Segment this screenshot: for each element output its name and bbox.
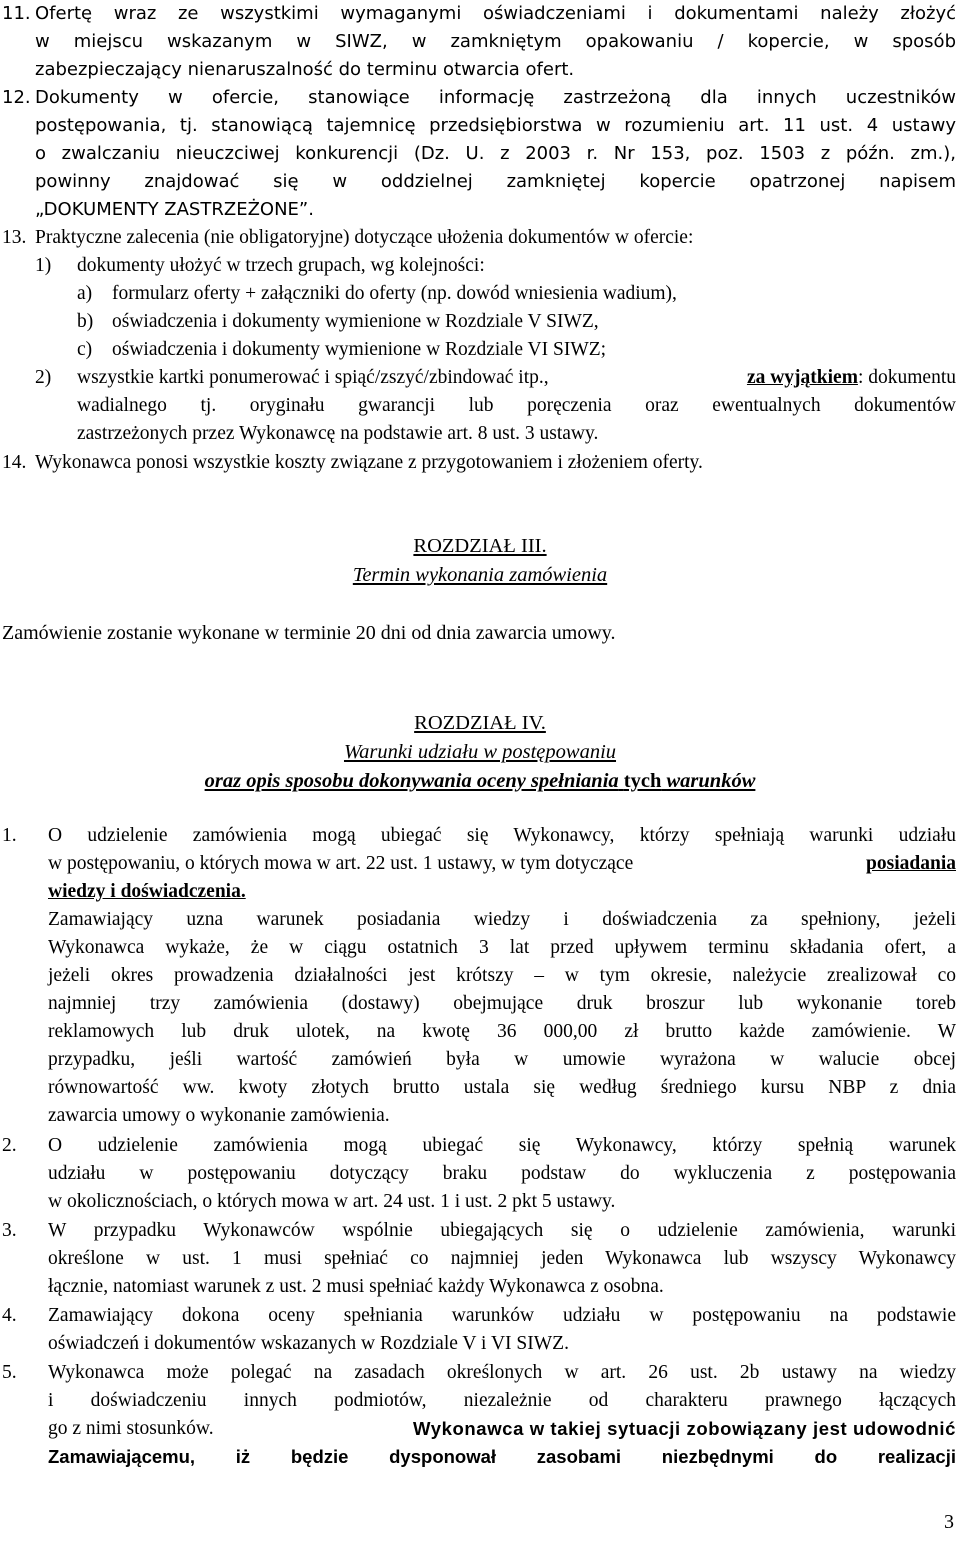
ch4-item-1-body-7: równowartość ww. kwoty złotych brutto ustala się według średniego kursu NBP z dnia xyxy=(48,1077,956,1098)
item-12-line-5: „DOKUMENTY ZASTRZEŻONE”. xyxy=(35,199,314,220)
ch4-item-3-number: 3. xyxy=(2,1220,17,1241)
chapter-3-body: Zamówienie zostanie wykonane w terminie 20 dni od dnia zawarcia umowy. xyxy=(2,622,616,644)
item-11-line-2: w miejscu wskazanym w SIWZ, w zamkniętym opakowaniu / kopercie, w sposób xyxy=(35,31,956,52)
ch4-item-4-line-2: oświadczeń i dokumentów wskazanych w Rozdziale V i VI SIWZ. xyxy=(48,1333,569,1354)
item-12-line-1: 12. Dokumenty w ofercie, stanowiące informację zastrzeżoną dla innych uczestników xyxy=(0,84,960,112)
item-12-line-3: o zwalczaniu nieuczciwej konkurencji (Dz. U. z 2003 r. Nr 153, poz. 1503 z późn. zm.), xyxy=(35,143,956,164)
item-14-number: 14. xyxy=(2,452,27,473)
item-13-line-1: 13. Praktyczne zalecenia (nie obligatoryjne) dotyczące ułożenia dokumentów w ofercie: xyxy=(0,224,960,252)
chapter-3-title: ROZDZIAŁ III. xyxy=(413,535,547,557)
ch4-item-1-body-5: reklamowych lub druk ulotek, na kwotę 36 000,00 zł brutto każde zamówienie. W xyxy=(48,1021,956,1042)
item-11-line-1: 11. Ofertę wraz ze wszystkimi wymaganymi oświadczeniami i dokumentami należy złożyć xyxy=(0,0,960,28)
chapter-4-subtitle-1: Warunki udziału w postępowaniu xyxy=(343,741,617,763)
chapter-4-subtitle-2: oraz opis sposobu dokonywania oceny spełniania tych warunków xyxy=(204,770,756,792)
item-13-sub-2-line-1: 2) wszystkie kartki ponumerować i spiąć/zszyć/zbindować itp., za wyjątkiem: dokumentu xyxy=(35,367,956,388)
ch4-item-3-line-3: łącznie, natomiast warunek z ust. 2 musi spełniać każdy Wykonawca z osobna. xyxy=(48,1276,664,1297)
chapter-4-title: ROZDZIAŁ IV. xyxy=(414,712,546,734)
item-11-line-3: zabezpieczający nienaruszalność do terminu otwarcia ofert. xyxy=(35,59,575,80)
ch4-item-1-line-3: wiedzy i doświadczenia. xyxy=(48,881,246,902)
ch4-item-2-line-1: 2. O udzielenie zamówienia mogą ubiegać się Wykonawcy, którzy spełnią warunek xyxy=(0,1132,960,1160)
item-13-sub-1: 1) dokumenty ułożyć w trzech grupach, wg kolejności: xyxy=(35,255,485,276)
chapter-3-subtitle: Termin wykonania zamówienia xyxy=(352,564,608,586)
item-14: 14. Wykonawca ponosi wszystkie koszty związane z przygotowaniem i złożeniem oferty. xyxy=(0,449,960,477)
ch4-item-1-number: 1. xyxy=(2,825,17,846)
ch4-item-1-body-1: Zamawiający uzna warunek posiadania wiedzy i doświadczenia za spełniony, jeżeli xyxy=(48,909,956,930)
ch4-item-1-line-2: w postępowaniu, o których mowa w art. 22 ust. 1 ustawy, w tym dotyczące posiadania xyxy=(48,853,956,874)
item-13-number: 13. xyxy=(2,227,27,248)
ch4-item-1-body-3: jeżeli okres prowadzenia działalności jest krótszy – w tym okresie, należycie zrealizował co xyxy=(48,965,956,986)
ch4-item-5-line-1: 5. Wykonawca może polegać na zasadach określonych w art. 26 ust. 2b ustawy na wiedzy xyxy=(0,1359,960,1387)
ch4-item-2-line-3: w okolicznościach, o których mowa w art. 24 ust. 1 i ust. 2 pkt 5 ustawy. xyxy=(48,1191,616,1212)
item-13-sub-2-line-2: wadialnego tj. oryginału gwarancji lub poręczenia oraz ewentualnych dokumentów xyxy=(77,395,956,416)
ch4-item-2-line-2: udziału w postępowaniu dotyczący braku podstaw do wykluczenia z postępowania xyxy=(48,1163,956,1184)
ch4-item-2-number: 2. xyxy=(2,1135,17,1156)
item-12-line-4: powinny znajdować się w oddzielnej zamkniętej kopercie opatrzonej napisem xyxy=(35,171,956,192)
item-12-line-2: postępowania, tj. stanowiącą tajemnicę przedsiębiorstwa w rozumieniu art. 11 ust. 4 ustawy xyxy=(35,115,956,136)
ch4-item-5-line-3: go z nimi stosunków. Wykonawca w takiej sytuacji zobowiązany jest udowodnić xyxy=(48,1418,956,1439)
emphasis-exception: za wyjątkiem xyxy=(746,367,858,388)
ch4-item-5-number: 5. xyxy=(2,1362,17,1383)
ch4-item-1-body-4: najmniej trzy zamówienia (dostawy) obejmujące druk broszur lub wykonanie toreb xyxy=(48,993,956,1014)
ch4-item-3-line-2: określone w ust. 1 musi spełniać co najmniej jeden Wykonawca lub wszyscy Wykonawcy xyxy=(48,1248,956,1269)
ch4-item-1-body-8: zawarcia umowy o wykonanie zamówienia. xyxy=(48,1105,390,1126)
item-11-number: 11. xyxy=(2,3,31,24)
ch4-item-1-body-6: przypadku, jeśli wartość zamówień była w umowie wyrażona w walucie obcej xyxy=(48,1049,956,1070)
item-12-number: 12. xyxy=(2,87,31,108)
item-13-sub-1c: c) oświadczenia i dokumenty wymienione w Rozdziale VI SIWZ; xyxy=(77,339,607,360)
page-number: 3 xyxy=(944,1511,954,1533)
ch4-item-5-line-2: i doświadczeniu innych podmiotów, niezależnie od charakteru prawnego łączących xyxy=(48,1390,956,1411)
ch4-item-4-number: 4. xyxy=(2,1305,17,1326)
item-13-sub-1a: a) formularz oferty + załączniki do oferty (np. dowód wniesienia wadium), xyxy=(77,283,677,304)
ch4-item-1-body-2: Wykonawca wykaże, że w ciągu ostatnich 3 lat przed upływem terminu składania ofert, a xyxy=(48,937,956,958)
ch4-item-3-line-1: 3. W przypadku Wykonawców wspólnie ubiegających się o udzielenie zamówienia, warunki xyxy=(0,1217,960,1245)
ch4-item-5-line-4: Zamawiającemu, iż będzie dysponował zasobami niezbędnymi do realizacji xyxy=(48,1446,956,1467)
item-13-sub-1b: b) oświadczenia i dokumenty wymienione w Rozdziale V SIWZ, xyxy=(77,311,599,332)
ch4-item-4-line-1: 4. Zamawiający dokona oceny spełniania warunków udziału w postępowaniu na podstawie xyxy=(0,1302,960,1330)
ch4-item-1-line-1: 1. O udzielenie zamówienia mogą ubiegać się Wykonawcy, którzy spełniają warunki udziału xyxy=(0,822,960,850)
item-13-sub-2-line-3: zastrzeżonych przez Wykonawcę na podstawie art. 8 ust. 3 ustawy. xyxy=(77,423,599,444)
